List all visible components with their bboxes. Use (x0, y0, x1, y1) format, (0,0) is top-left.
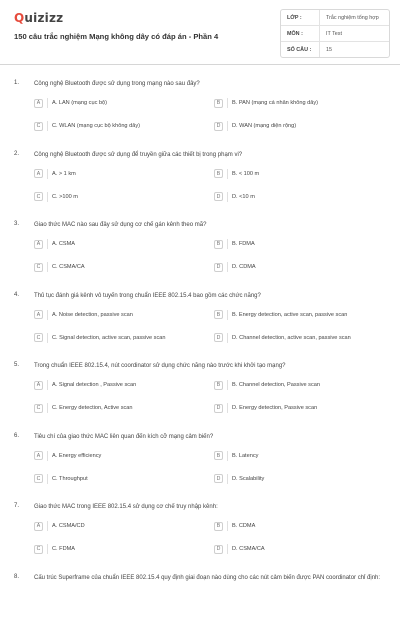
option-text: D. CDMA (232, 264, 256, 270)
header-divider (0, 64, 400, 65)
question-text: Công nghệ Bluetooth được sử dụng trong mạng nào sau đây? (34, 80, 384, 88)
option-divider (47, 333, 48, 343)
option-divider (47, 544, 48, 554)
answer-option[interactable] (34, 261, 184, 273)
option-letter-box: C (34, 474, 43, 483)
meta-value: IT Test (320, 31, 342, 37)
answer-option[interactable] (214, 402, 364, 414)
option-divider (227, 380, 228, 390)
answer-option[interactable] (214, 379, 364, 391)
question-number: 5. (14, 362, 19, 368)
option-letter-box: B (214, 240, 223, 249)
option-divider (47, 521, 48, 531)
option-divider (227, 310, 228, 320)
question-text: Công nghệ Bluetooth được sử dụng để truyền giữa các thiết bị trong phạm vi? (34, 151, 384, 159)
question-number: 8. (14, 574, 19, 580)
option-letter-box: D (214, 333, 223, 342)
answer-option[interactable] (34, 191, 184, 203)
option-text: A. LAN (mạng cục bộ) (52, 100, 107, 106)
option-divider (47, 192, 48, 202)
question-text: Tiêu chí của giao thức MAC liên quan đến kích cỡ mạng cảm biến? (34, 433, 384, 441)
option-text: C. FDMA (52, 546, 75, 552)
option-divider (227, 192, 228, 202)
option-text: B. < 100 m (232, 171, 259, 177)
option-divider (227, 121, 228, 131)
option-letter-box: C (34, 545, 43, 554)
option-text: C. Throughput (52, 476, 88, 482)
meta-table (280, 9, 390, 58)
option-text: C. CSMA/CA (52, 264, 85, 270)
option-letter-box: B (214, 522, 223, 531)
option-text: B. Channel detection, Passive scan (232, 382, 320, 388)
option-divider (47, 121, 48, 131)
question-item (0, 286, 400, 357)
question-item (0, 356, 400, 427)
option-letter-box: D (214, 404, 223, 413)
option-letter-box: C (34, 263, 43, 272)
answer-option[interactable] (34, 168, 184, 180)
answer-option[interactable] (214, 473, 364, 485)
option-text: B. FDMA (232, 241, 255, 247)
option-letter-box: B (214, 169, 223, 178)
option-text: A. CSMA (52, 241, 75, 247)
logo-text: uizizz (24, 11, 63, 25)
question-number: 7. (14, 503, 19, 509)
option-text: D. Energy detection, Passive scan (232, 405, 317, 411)
option-letter-box: A (34, 381, 43, 390)
option-text: A. Energy efficiency (52, 453, 101, 459)
option-divider (47, 380, 48, 390)
option-divider (47, 239, 48, 249)
option-letter-box: B (214, 451, 223, 460)
answer-option[interactable] (214, 238, 364, 250)
option-text: D. WAN (mạng diện rộng) (232, 123, 296, 129)
answer-option[interactable] (34, 238, 184, 250)
answer-option[interactable] (214, 261, 364, 273)
option-text: C. Signal detection, active scan, passive scan (52, 335, 166, 341)
quizizz-logo[interactable] (14, 11, 63, 25)
option-divider (227, 474, 228, 484)
option-text: C. WLAN (mạng cục bộ không dây) (52, 123, 140, 129)
meta-label: LỚP : (281, 10, 320, 25)
option-letter-box: A (34, 99, 43, 108)
page-title: 150 câu trắc nghiệm Mạng không dây có đáp án - Phần 4 (14, 32, 218, 41)
answer-option[interactable] (214, 520, 364, 532)
answer-option[interactable] (214, 332, 364, 344)
option-text: D. Channel detection, active scan, passive scan (232, 335, 351, 341)
option-text: D. CSMA/CA (232, 546, 265, 552)
option-letter-box: C (34, 333, 43, 342)
meta-value: 15 (320, 47, 332, 53)
answer-option[interactable] (34, 379, 184, 391)
option-letter-box: A (34, 451, 43, 460)
meta-row-count (281, 42, 389, 57)
option-divider (227, 169, 228, 179)
answer-option[interactable] (214, 168, 364, 180)
option-divider (47, 262, 48, 272)
question-number: 1. (14, 80, 19, 86)
answer-option[interactable] (214, 543, 364, 555)
option-letter-box: D (214, 263, 223, 272)
option-text: A. CSMA/CD (52, 523, 85, 529)
question-item (0, 215, 400, 286)
option-letter-box: D (214, 474, 223, 483)
answer-option[interactable] (34, 402, 184, 414)
option-divider (47, 474, 48, 484)
option-divider (47, 98, 48, 108)
option-text: B. CDMA (232, 523, 255, 529)
meta-label: MÔN : (281, 26, 320, 41)
option-divider (227, 521, 228, 531)
option-text: C. Energy detection, Active scan (52, 405, 133, 411)
option-divider (47, 403, 48, 413)
option-letter-box: D (214, 545, 223, 554)
option-letter-box: C (34, 122, 43, 131)
question-text: Thủ tục đánh giá kênh vô tuyến trong chuẩn IEEE 802.15.4 bao gồm các chức năng? (34, 292, 384, 300)
option-text: A. Signal detection , Passive scan (52, 382, 136, 388)
question-text: Trong chuẩn IEEE 802.15.4, nút coordinator sử dụng chức năng nào trước khi khởi tạo mạng? (34, 362, 384, 370)
meta-row-class (281, 10, 389, 26)
option-letter-box: C (34, 192, 43, 201)
question-number: 6. (14, 433, 19, 439)
option-text: D. <10 m (232, 194, 255, 200)
option-text: D. Scalability (232, 476, 264, 482)
answer-option[interactable] (214, 191, 364, 203)
question-list (0, 74, 400, 638)
meta-row-subject (281, 26, 389, 42)
question-item (0, 74, 400, 145)
option-letter-box: A (34, 240, 43, 249)
question-text: Giao thức MAC trong IEEE 802.15.4 sử dụng cơ chế truy nhập kênh: (34, 503, 384, 511)
answer-option[interactable] (34, 332, 184, 344)
meta-value: Trắc nghiệm tổng hợp (320, 15, 379, 21)
answer-option[interactable] (214, 450, 364, 462)
answer-option[interactable] (34, 120, 184, 132)
option-letter-box: A (34, 169, 43, 178)
option-letter-box: B (214, 381, 223, 390)
question-number: 3. (14, 221, 19, 227)
question-item (0, 145, 400, 216)
option-text: B. PAN (mạng cá nhân không dây) (232, 100, 318, 106)
option-letter-box: D (214, 122, 223, 131)
option-divider (47, 451, 48, 461)
answer-option[interactable] (214, 309, 364, 321)
answer-option[interactable] (34, 473, 184, 485)
question-item (0, 427, 400, 498)
option-text: A. Noise detection, passive scan (52, 312, 133, 318)
option-letter-box: A (34, 310, 43, 319)
option-text: A. > 1 km (52, 171, 76, 177)
option-text: B. Energy detection, active scan, passive scan (232, 312, 347, 318)
question-item (0, 497, 400, 568)
meta-label: SỐ CÂU : (281, 42, 320, 57)
option-divider (227, 239, 228, 249)
question-item (0, 568, 400, 638)
answer-option[interactable] (34, 309, 184, 321)
option-divider (227, 544, 228, 554)
logo-mark: Q (14, 11, 24, 25)
header (0, 0, 400, 60)
option-letter-box: D (214, 192, 223, 201)
answer-option[interactable] (214, 120, 364, 132)
option-text: B. Latency (232, 453, 258, 459)
option-text: C. >100 m (52, 194, 78, 200)
answer-option[interactable] (34, 543, 184, 555)
option-letter-box: B (214, 310, 223, 319)
option-letter-box: C (34, 404, 43, 413)
answer-option[interactable] (34, 520, 184, 532)
option-divider (227, 451, 228, 461)
question-text: Cấu trúc Superframe của chuẩn IEEE 802.15.4 quy định giai đoạn nào dùng cho các nút cảm biến được PAN coordinator chỉ định: (34, 574, 384, 582)
option-letter-box: A (34, 522, 43, 531)
question-number: 4. (14, 292, 19, 298)
option-divider (227, 403, 228, 413)
option-divider (227, 98, 228, 108)
option-divider (227, 262, 228, 272)
question-number: 2. (14, 151, 19, 157)
question-text: Giao thức MAC nào sau đây sử dụng cơ chế gán kênh theo mã? (34, 221, 384, 229)
option-divider (47, 169, 48, 179)
option-divider (47, 310, 48, 320)
answer-option[interactable] (214, 97, 364, 109)
option-divider (227, 333, 228, 343)
answer-option[interactable] (34, 97, 184, 109)
answer-option[interactable] (34, 450, 184, 462)
option-letter-box: B (214, 99, 223, 108)
